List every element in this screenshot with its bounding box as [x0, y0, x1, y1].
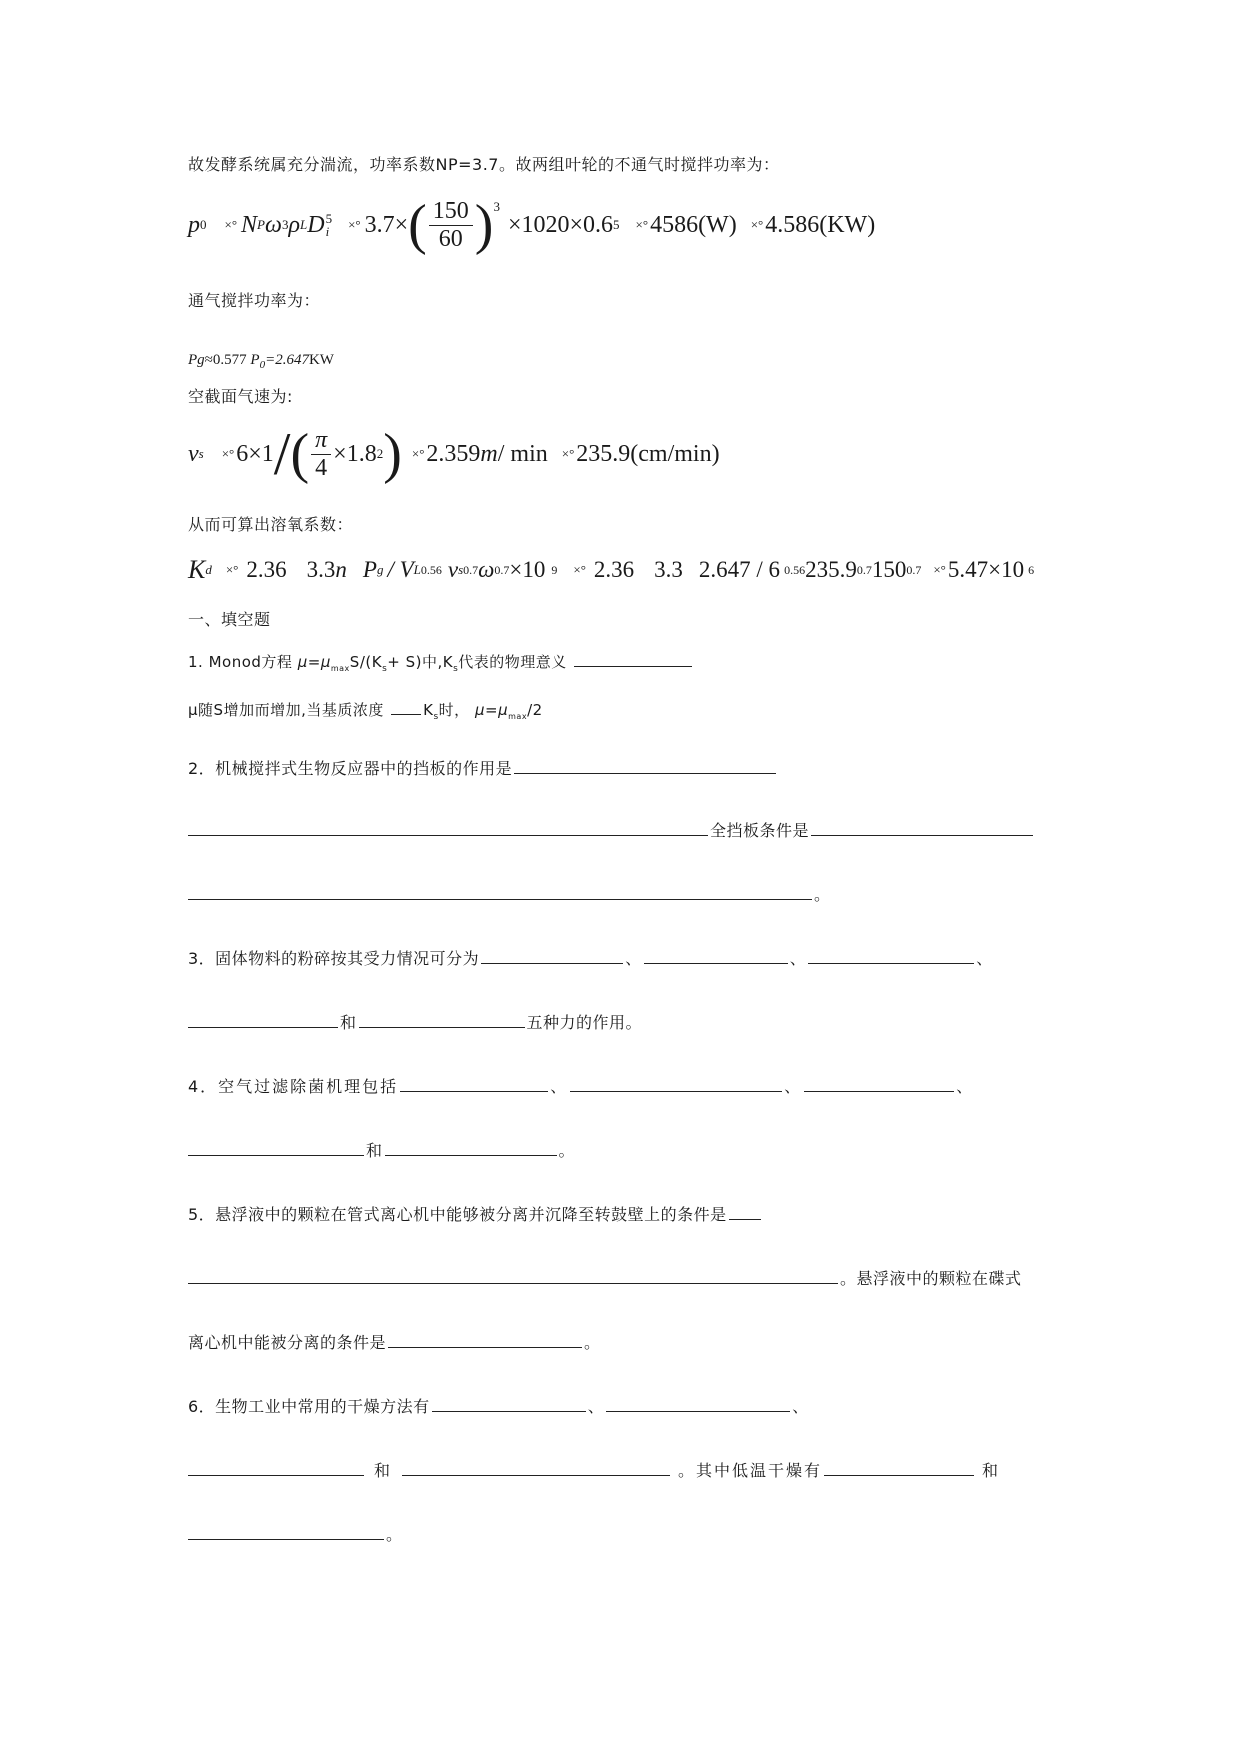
q4-text: 4．空气过滤除菌机理包括 [188, 1077, 399, 1096]
q5-blank-1[interactable] [729, 1203, 761, 1220]
q1-eq: = [307, 653, 321, 671]
q1-line2-eq: = [485, 701, 499, 719]
q1-ks-sub: s [382, 664, 388, 674]
q2-blank-2[interactable] [188, 819, 708, 836]
eq3-k: K [188, 555, 206, 584]
q6-blank-1[interactable] [432, 1395, 586, 1412]
eq3-vs: v [447, 557, 459, 582]
q4-blank-1[interactable] [400, 1075, 548, 1092]
eq1-garble-4: ×° [750, 217, 764, 232]
q6-sep-1: 、 [587, 1397, 605, 1416]
eq2-slash: / [273, 420, 291, 487]
q3-blank-3[interactable] [808, 947, 974, 964]
q1-blank-2[interactable] [391, 698, 421, 715]
q4-sep-3: 、 [956, 1077, 975, 1096]
q1-max-sub: max [330, 664, 350, 673]
q6-and-2: 和 [982, 1461, 1001, 1480]
eq3-seg2: 3.3 [306, 557, 336, 582]
eq3-seg4: 3.3 [654, 557, 683, 582]
eq1-garble-3: ×° [635, 217, 649, 232]
q4-end: 。 [558, 1141, 576, 1160]
equation-gas-velocity: v s ×° 6×1 / ( $\frac{\pi}{4}$ ×1.8 2 ) ×° 2.359 m / min ×° 235.9(cm/min) [188, 420, 720, 487]
q3-and: 和 [340, 1013, 357, 1032]
eq3-seg7: 150 [871, 557, 907, 582]
eq3-garble-1: ×° [225, 562, 239, 577]
eq2-paren-right: ) [383, 423, 402, 485]
eq1-di-exp: 5 [325, 211, 333, 226]
q3-sep-1: 、 [625, 949, 642, 968]
q6-and-1: 和 [374, 1461, 393, 1480]
eq1-di-sub: i [325, 224, 330, 239]
eq3-pg: P [362, 557, 377, 582]
eq2-fraction [311, 427, 331, 482]
pg-unit: KW [308, 352, 334, 368]
eq3-garble-2: ×° [573, 562, 586, 577]
pg-symbol: Pg [188, 352, 205, 368]
eq2-mid: ×1.8 [333, 440, 377, 467]
eq3-omega: ω [478, 557, 495, 582]
eq3-seg3: 2.36 [593, 557, 635, 582]
pg-approx: ≈0.577 [204, 352, 247, 368]
equation-power: p 0 ×° N P ω 3 ρ L D 5 i ×° 3.7× ( $\frac{150}{60}$ ) $^3$ ×1020×0.6 5 ×° 4586(W) ×° 4.586(KW) [188, 194, 876, 256]
q3-line1 [188, 946, 993, 969]
q5-line3 [188, 1330, 601, 1353]
eq2-result1-m: m [480, 440, 498, 467]
eq2-result2: 235.9(cm/min) [576, 440, 720, 467]
eq2-part1: 6×1 [236, 440, 274, 467]
q1-prefix: 1. Monod方程 [188, 653, 293, 671]
q1-formula2: + S)中,K [387, 653, 454, 671]
eq2-garble-3: ×° [561, 446, 575, 461]
q2-blank-1[interactable] [514, 757, 776, 774]
q4-line1 [188, 1074, 974, 1097]
q4-sep-2: 、 [784, 1077, 803, 1096]
eq1-result-kw: 4.586(KW) [765, 211, 876, 238]
q2-text: 2．机械搅拌式生物反应器中的挡板的作用是 [188, 759, 513, 778]
q5-blank-2[interactable] [188, 1267, 838, 1284]
eq2-pi: π [311, 427, 331, 455]
q5-text: 5．悬浮液中的颗粒在管式离心机中能够被分离并沉降至转鼓壁上的条件是 [188, 1205, 727, 1224]
pg-line [188, 352, 334, 369]
q2-blank-3[interactable] [811, 819, 1033, 836]
eq3-ten: ×10 [509, 557, 546, 582]
q5-line2 [188, 1266, 1022, 1289]
eq3-garble-3: ×° [933, 562, 946, 577]
eq1-numerator: 150 [429, 198, 473, 226]
power-sentence: 故发酵系统属充分湍流，功率系数NP=3.7。故两组叶轮的不通气时搅拌功率为： [188, 155, 780, 174]
q2-end: 。 [814, 885, 831, 904]
eq3-seg1: 2.36 [246, 557, 287, 582]
q1-line2-text: μ随S增加而增加,当基质浓度 [188, 701, 384, 719]
q3-blank-5[interactable] [359, 1011, 525, 1028]
q3-sep-3: 、 [976, 949, 993, 968]
q6-blank-2[interactable] [606, 1395, 790, 1412]
q4-sep-1: 、 [550, 1077, 569, 1096]
q1-formula: S/(K [349, 653, 383, 671]
eq3-seg8: 5.47×10 [947, 557, 1025, 582]
eq1-garble-1: ×° [224, 217, 238, 232]
eq1-paren-left: ( [408, 194, 427, 256]
q1-meaning: 代表的物理意义 [458, 653, 567, 671]
q3-blank-4[interactable] [188, 1011, 338, 1028]
q6-lowtemp: 。其中低温干燥有 [678, 1461, 823, 1480]
q5-end: 。 [584, 1333, 601, 1352]
eq1-tail: ×1020×0.6 [507, 211, 614, 238]
eq1-omega: ω [265, 211, 282, 238]
q1-line2-k: K [423, 701, 434, 719]
q4-blank-4[interactable] [188, 1139, 364, 1156]
q2-blank-4[interactable] [188, 883, 812, 900]
pg-p0-sub: 0 [259, 359, 266, 371]
q3-end: 五种力的作用。 [526, 1013, 643, 1032]
eq3-n: n [335, 557, 347, 582]
q5-line1 [188, 1202, 763, 1225]
eq1-di: D [307, 211, 325, 238]
q5-disc: 。悬浮液中的颗粒在碟式 [840, 1269, 1022, 1288]
q3-text: 3．固体物料的粉碎按其受力情况可分为 [188, 949, 480, 968]
q1-line2-max: max [508, 712, 528, 721]
q2-line3 [188, 882, 831, 905]
q4-blank-5[interactable] [385, 1139, 557, 1156]
pg-p0: P [250, 352, 260, 368]
q1-mu: μ [297, 653, 308, 671]
eq1-lhs: p [188, 211, 200, 238]
eq2-result1: 2.359 [426, 440, 481, 467]
eq2-garble-1: ×° [221, 446, 235, 461]
aerated-power-label: 通气搅拌功率为： [188, 291, 321, 310]
eq1-coef: 3.7× [364, 211, 409, 238]
eq2-paren-left: ( [290, 423, 310, 485]
eq3-slash-vl: / V [387, 557, 414, 582]
q6-line2 [188, 1458, 1000, 1481]
q6-blank-6[interactable] [188, 1523, 384, 1540]
q1-line2-when: 时， [438, 701, 470, 719]
q1-mumax: μ [320, 653, 331, 671]
q3-line2 [188, 1010, 642, 1033]
section-title: 一、填空题 [188, 610, 271, 629]
kd-label: 从而可算出溶氧系数： [188, 515, 354, 534]
q6-blank-3[interactable] [188, 1459, 364, 1476]
q1-line2-ksub: s [433, 712, 439, 722]
q6-blank-5[interactable] [824, 1459, 974, 1476]
equation-kd: K d ×° 2.36 3.3 n P g / V L 0.56 v s 0.7 ω 0.7 ×10 9 ×° 2.36 3.3 2.647 / 6 0.56 235.9 0.7 150 0.7 ×° 5.47×10 6 [188, 555, 1035, 584]
eq1-rho: ρ [288, 211, 300, 238]
q4-blank-2[interactable] [570, 1075, 782, 1092]
q3-blank-2[interactable] [644, 947, 788, 964]
eq3-seg5: 2.647 / 6 [698, 557, 781, 582]
eq1-result-w: 4586(W) [650, 211, 737, 238]
q6-end: 。 [386, 1525, 403, 1544]
q4-line2 [188, 1138, 575, 1161]
q5-blank-3[interactable] [388, 1331, 582, 1348]
q4-blank-3[interactable] [804, 1075, 954, 1092]
q1-line2-mumax: μ [498, 701, 509, 719]
q2-line2 [188, 818, 1035, 841]
q6-text: 6．生物工业中常用的干燥方法有 [188, 1397, 430, 1416]
q6-line1 [188, 1394, 809, 1417]
q1-line2 [188, 698, 543, 720]
q2-line1 [188, 756, 778, 779]
q1-line1 [188, 650, 694, 672]
q1-line2-mu: μ [474, 701, 486, 719]
gas-velocity-label: 空截面气速为: [188, 387, 293, 406]
eq2-garble-2: ×° [411, 446, 425, 461]
eq1-paren-right: ) [474, 194, 494, 256]
q3-blank-1[interactable] [481, 947, 623, 964]
eq2-lhs: v [188, 440, 199, 467]
eq1-denominator: 60 [438, 225, 463, 252]
q6-sep-2: 、 [792, 1397, 809, 1416]
eq1-np: N [241, 211, 258, 238]
pg-value: =2.647 [265, 352, 309, 368]
q1-blank-1[interactable] [574, 650, 692, 667]
q1-ks-sub2: s [453, 664, 459, 674]
eq1-garble-2: ×° [348, 217, 361, 232]
q6-line3 [188, 1522, 403, 1545]
q5-disc-condition: 离心机中能被分离的条件是 [188, 1333, 387, 1352]
eq2-four: 4 [315, 454, 328, 481]
q6-blank-4[interactable] [402, 1459, 670, 1476]
q3-sep-2: 、 [789, 949, 807, 968]
eq3-seg6: 235.9 [805, 557, 857, 582]
q1-line2-end: /2 [527, 701, 543, 719]
q4-and: 和 [366, 1141, 383, 1160]
eq2-result1-unit: / min [497, 440, 548, 467]
q2-full-baffle: 全挡板条件是 [710, 821, 810, 840]
eq1-fraction [429, 198, 473, 253]
